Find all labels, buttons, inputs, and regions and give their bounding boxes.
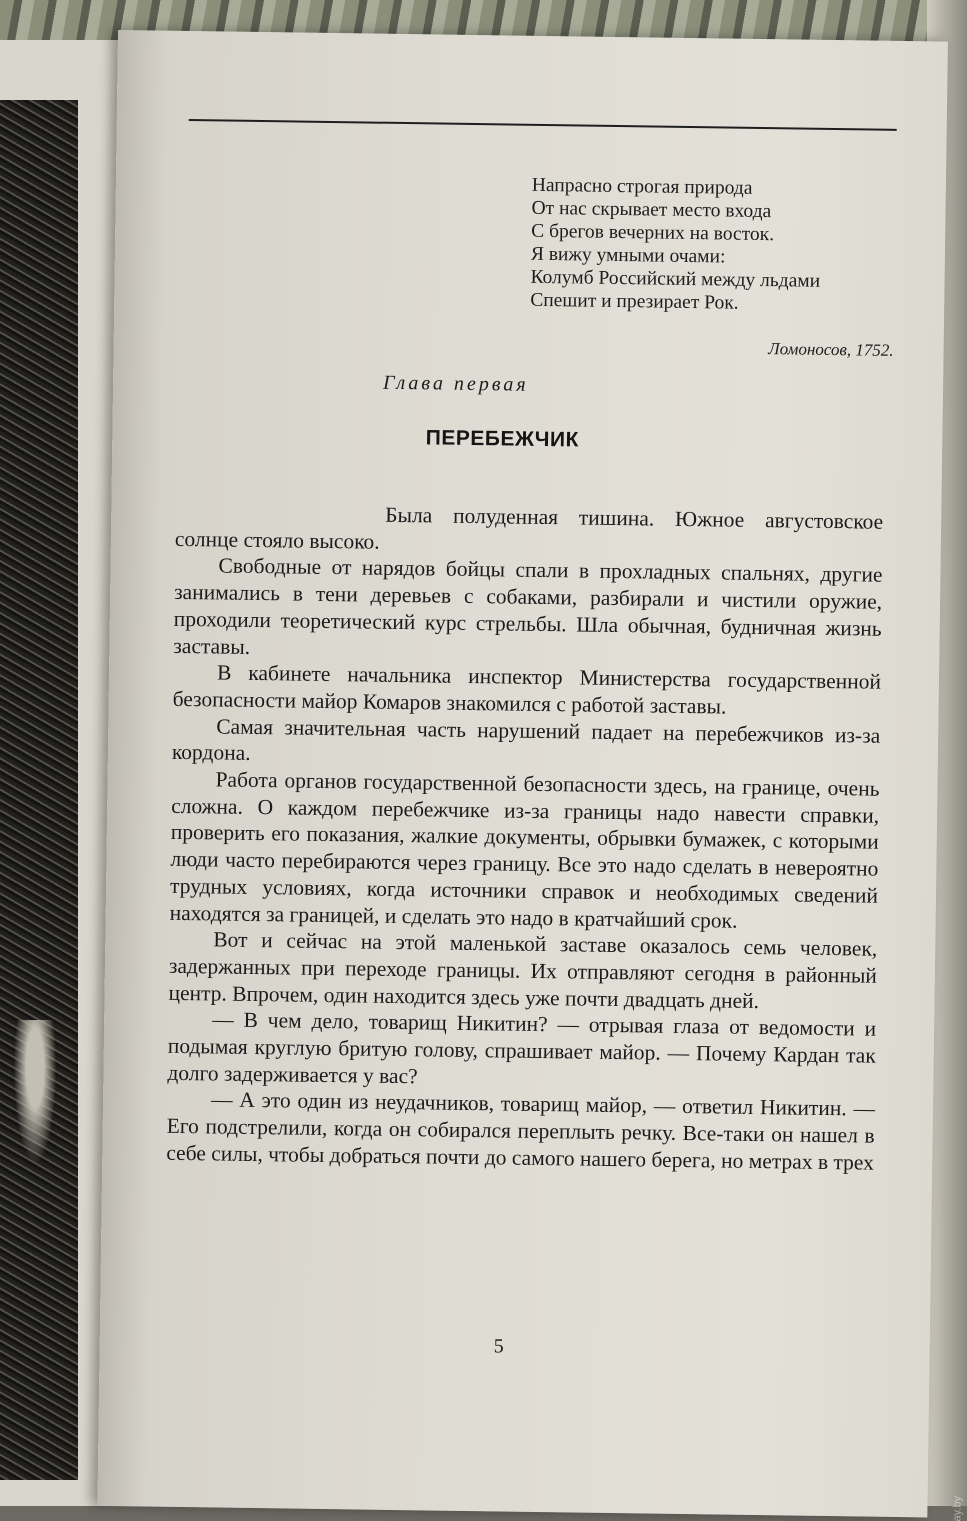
chapter-label: Глава первая [382,371,529,396]
header-rule [189,119,897,131]
paragraph: Работа органов государственной безопасности здесь, на границе, очень сложна. О каждом перебежчике из-за границы надо навести справки, проверить его показания, жалкие документы, обрывки бумажек, с которыми люди часто перебираются через границу. Все это надо сделать в невероятно трудных условиях, когда источники справок и необходимых сведений находятся за границей, и сделать это надо в кратчайший срок. [169,767,880,933]
watermark: ay.by [951,1496,963,1521]
book-page [97,30,948,1517]
paragraph: В кабинете начальника инспектор Министерства государственной безопасности майор Комаров знакомился с работой заставы. [172,660,882,719]
illustration-image [0,100,78,1480]
paragraph: — А это один из неудачников, товарищ майор, — ответил Никитин. — Его подстрелили, когда он собирался переплыть речку. Все-таки он нашел в себе силы, чтобы добраться почти до самого нашего берега, но метрах в трех [166,1087,876,1175]
paragraph: — В чем дело, товарищ Никитин? — отрывая глаза от ведомости и подымая круглую бритую голову, спрашивает майор. — Почему Кардан так долго задерживается у вас? [167,1007,877,1089]
epigraph-line: С брегов вечерних на восток. [531,220,775,246]
paragraph: Самая значительная часть нарушений падает на перебежчиков из-за кордона. [171,714,881,766]
epigraph-attribution: Ломоносов, 1752. [768,339,894,360]
epigraph-line: Напрасно строгая природа [531,174,753,199]
chapter-title: ПЕРЕБЕЖЧИК [425,426,580,452]
epigraph-line: Спешит и презирает Рок. [530,289,739,314]
paragraph: Была полуденная тишина. Южное августовское солнце стояло высоко. [174,502,884,554]
epigraph [530,174,902,317]
epigraph-line: Колумб Российский между льдами [530,266,821,292]
paragraph: Вот и сейчас на этой маленькой заставе оказалось семь человек, задержанных при переходе границы. Их отправляют сегодня в районный центр. Впрочем, один находится здесь уже почти двадцать дней. [168,927,878,1013]
epigraph-line: Я вижу умными очами: [530,243,726,268]
page-number: 5 [493,1335,504,1358]
paragraph: Свободные от нарядов бойцы спали в прохладных спальнях, другие занимались в тени деревьев с собаками, разбирали и чистили оружие, проходили теоретический курс стрельбы. Шла обычная, будничная жизнь заставы. [173,553,883,659]
body-text [166,499,883,1176]
epigraph-line: От нас скрывает место входа [531,197,772,223]
